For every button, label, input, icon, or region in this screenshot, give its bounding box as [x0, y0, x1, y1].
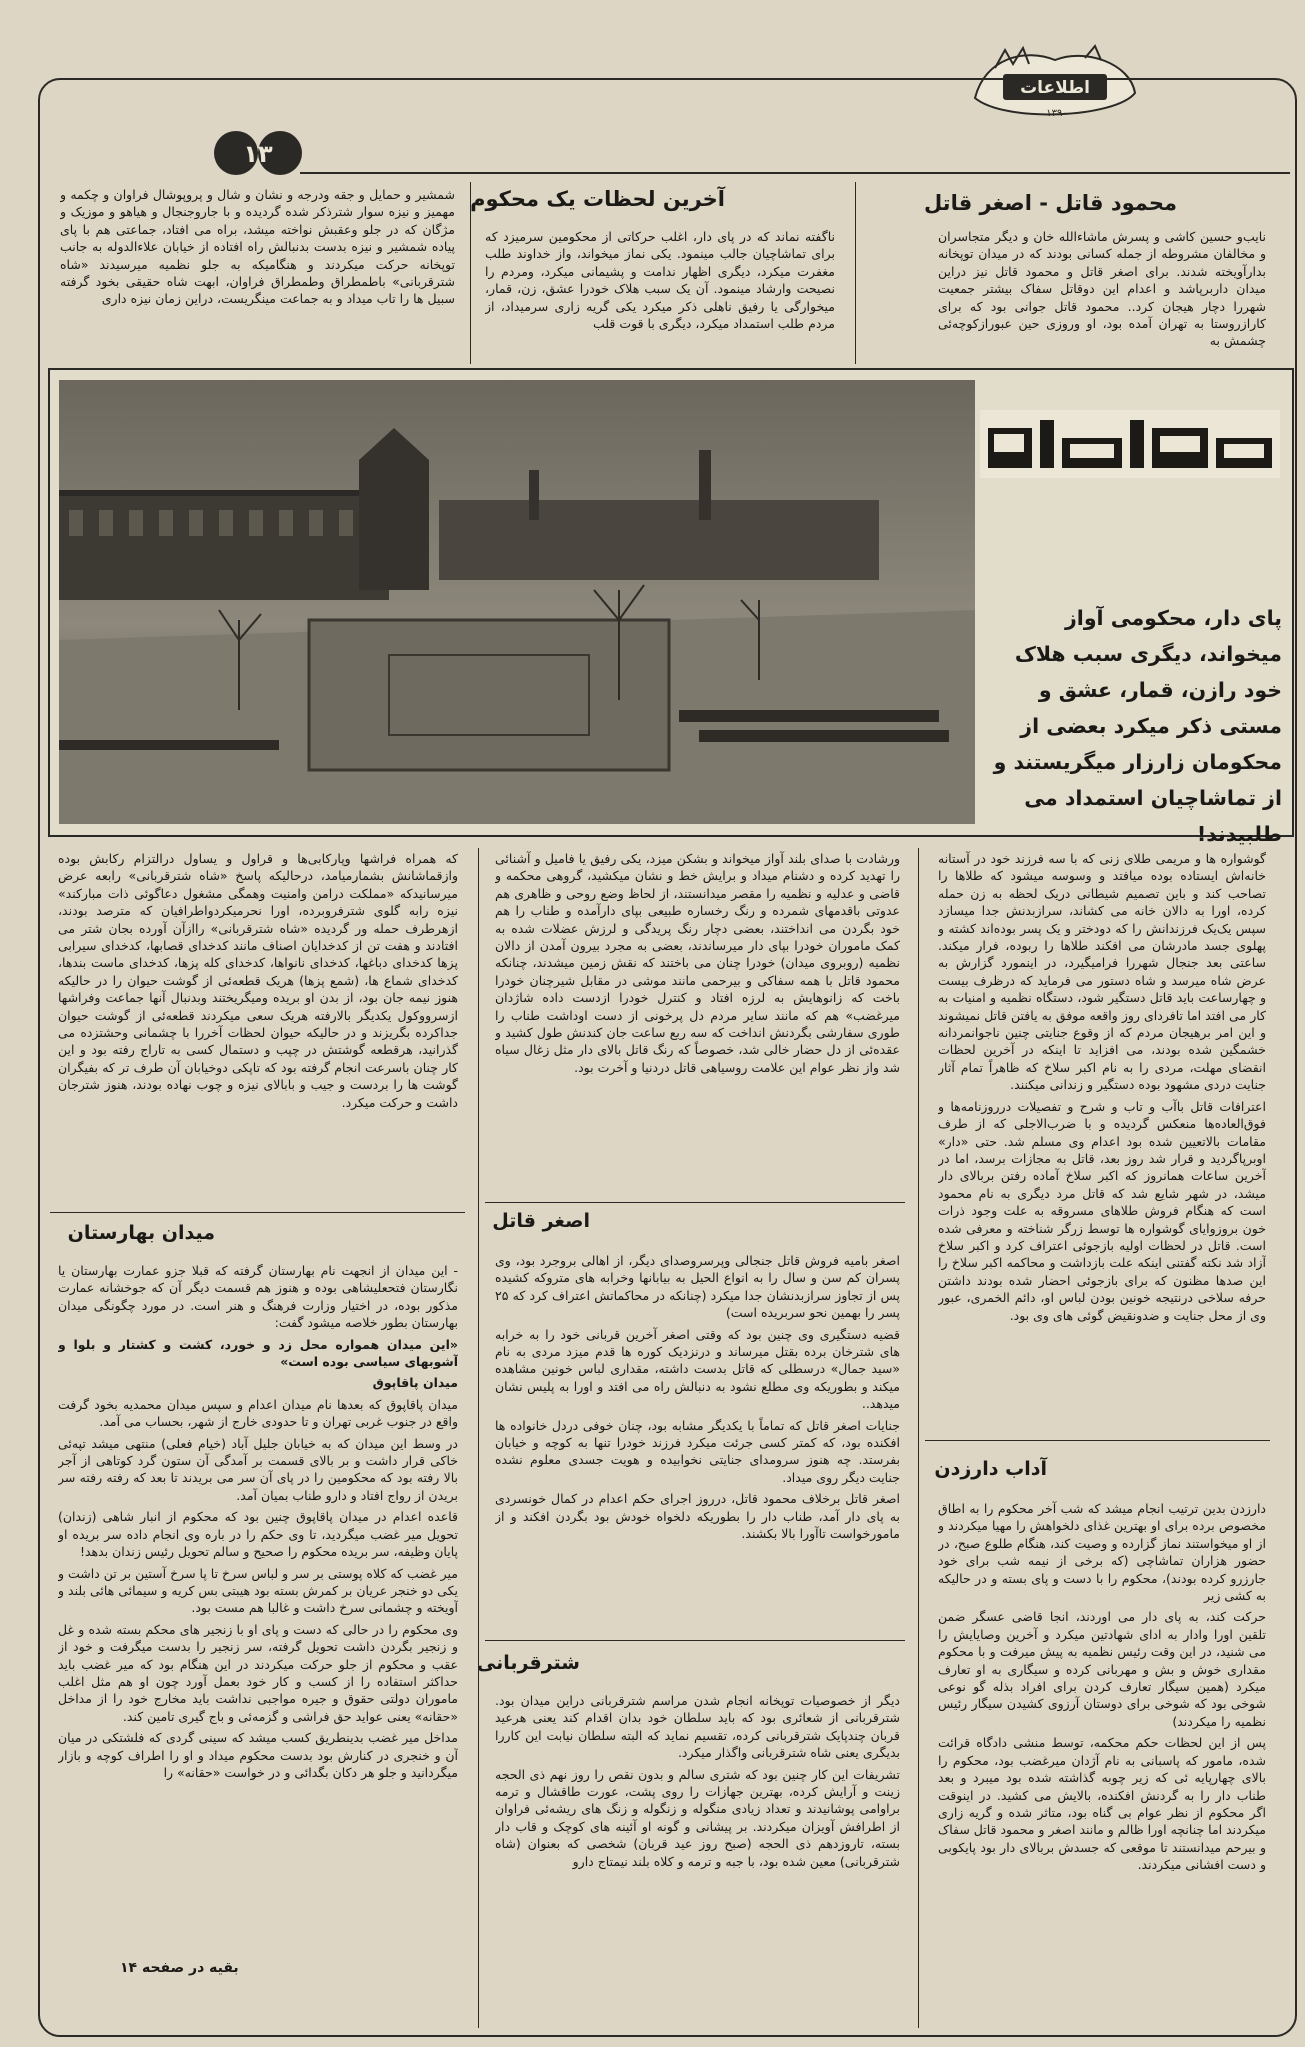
- heading-asghar-qatel: اصغر قاتل: [492, 1210, 590, 1232]
- paragraph: پس از این لحظات حکم محکمه، توسط منشی دادگاه قرائت شده، مامور که پاسبانی به نام آژدان میرغضب بود، محکوم را بالای چهارپایه ئی که زیر چوبه گذاشته شده بود میبرد و بعد طناب دار را به گردنش افکنده، بالایش می کشید. در اینوقت اگر محکوم از نظر عوام بی گناه بود، متاثر شده و گریه زاری میکردند اما چنانچه اورا ظالم و مانند اصغر و محمود قاتل سفاک و بیرحم میدانستند تا موقعی که جسدش بربالای دار بود پایکوبی و دست افشانی میکردند.: [938, 1735, 1266, 1873]
- paragraph: میر غضب که کلاه پوستی بر سر و لباس سرخ تا پا سرخ آستین بر تن داشت و یکی دو خنجر عریان بر کمرش بسته بود هیبتی بس کریه و سیمائی هائی بلند و آویخته و چشمانی سرخ داشت و غالبا هم مست بود.: [58, 1565, 458, 1616]
- page-number: ۱۳: [243, 140, 273, 168]
- logo-text: داستان تهران: [1127, 476, 1133, 477]
- paragraph: «این میدان همواره محل زد و خورد، کشت و کشتار و بلوا و آشوبهای سیاسی بوده است»: [58, 1336, 458, 1370]
- paragraph: تشریفات این کار چنین بود که شتری سالم و بدون نقص را روز نهم ذی الحجه زینت و آرایش کرده، بهترین جهازات را روی پشت، عورت طاقشال و ترمه براوامی پوشانیدند و تعداد زیادی منگوله و زنگوله و زنگ های ریشه‌ئی فراوان از اطرافش آویزان میکردند. بر پیشانی و گونه او آئینه های کوچک و قاب دار بسته، تاروزدهم ذی الحجه (صبح روز عید قربان) شخصی که بعنوان (شاه شترقربانی) معین شده بود، با جبه و ترمه و کلاه بلند نیمتاج دارو: [495, 1766, 900, 1869]
- section-rule: [50, 1212, 465, 1213]
- article-camel-sacrifice-body: که همراه فراشها وپارکابی‌ها و قراول و یساول درالتزام رکابش بوده وازقماشانش بشمارمیامد، درحالیکه پاسخ «شاه شترقربانی» رابعه عرض میرسانیدکه «مملکت درامن وامنیت وهمگی مشغول دعاگوئی ذات مبارکند» نیزه رابه گلوی شترفروبرده، اورا نحرمیکردواطرافیان که مترصد بودند، ازهرطرف حمله ور گردیده «شاه شترقربانی» راازآن آورده بجان شتر می افتادند و هفت تن از کدخدایان اصناف مانند کدخدای قصابها، کدخدای سیرابی پزها کدخدای دباغها، کدخدای نانواها، کدخدای کله پزها، کدخدای ماست بندها، کدخدای شماع ها، (شمع پزها) هریک قطعه‌ئی از گوشت حیوان را در حالیکه هنوز نیمه جان بود، از بدن او بریده ومیگریختند وبدنبال آنها جماعت وفراشها ازسرووکول یکدیگر بالارفته هریک سعی میکردند قطعه‌ئی از گوشت حیوان جداکرده بگریزند و در حالیکه حیوان لحظات آخررا با چشمانی وحشتزده می گذرانید، هرقطعه گوشتش در چپب و دستمال کسی به تاراج رفته بود و این کار چنان باسرعت انجام گرفته بود که تاپکی دوخیابان آن طرف تر که بفیگران گوشت ها را بردست و جیب و بابالای نیزه و چوب نهاده بودند، هنوز شترجان داشت و حرکت میکرد.: [58, 851, 458, 1110]
- paragraph: در وسط این میدان که به خیابان جلیل آباد (خیام فعلی) منتهی میشد تپه‌ئی خاکی قرار داشت و بر بالای قسمت بر آمدگی آن ستون گرد کوتاهی از آجر بالا رفته بود که محکومین را در پای آن سر می بریدند تا بعد که رفته رفته سر بریدن از رواج افتاد و دارو طناب بمیان آمد.: [58, 1435, 458, 1503]
- subheading-paqapuq: میدان پاقاپوق: [372, 1375, 458, 1391]
- continued-label: بقیه در صفحه: [141, 1960, 239, 1976]
- article-baharestan: [58, 1262, 458, 1952]
- article-camel-sacrifice-cont-top: شمشیر و حمایل و جقه ودرجه و نشان و شال و پروپوشال فراوان و چکمه و مهمیز و نیزه سوار شترذکر شده گردیده و با جاروجنجال و هیاهو و موزیک و مژگان که در جلو وعقبش نواخته میشد، براه می افتاد، جماعتی هم با پای پیاده شمشیر و نیزه بدست بدنبالش راه افتاده از خیابان علاءالدوله به جانب توپخانه حرکت میکردند و هنگامیکه به جلو نظمیه میرسیدند «شاه شترقربانی» باطمطراق وطمطراق فراوان، ابهت شاه حقیقی بخود گرفته سبیل ها را تاب میداد و به جماعت مینگریست، دراین زمان نیزه داری: [60, 187, 455, 307]
- paragraph: اصغر قاتل برخلاف محمود قاتل، درروز اجرای حکم اعدام در کمال خونسردی به پای دار آمد، طناب دار را بطوریکه دلخواه خودش بود بگردن افکند و از مامورخواست تاآورا بالا بکشند.: [495, 1491, 900, 1542]
- section-rule: [925, 1440, 1270, 1441]
- continued-page: ۱۴: [120, 1960, 138, 1976]
- page-number-badge: [208, 128, 308, 178]
- paragraph: مداخل میر غضب بدینطریق کسب میشد که سینی گردی که فلشتکی در میان آن و خنجری در کنارش بود بدست محکوم میداد و او را اطراف کوچه و بازار میگردانید و جلو هر دکان بگدائی و در خواست «حقانه» را: [58, 1730, 458, 1780]
- paragraph: اعترافات قاتل باآب و تاب و شرح و تفصیلات درروزنامه‌ها و فوق‌العاده‌ها منعکس گردیده و با ضرب‌الاجلی که از طرف مقامات بالاتعیین شده بود اعدام وی مسلم شد. حتی «دار» اوبرپاگردید و قرار شد روز بعد، قاتل به مجازات برسد، اما در آخرین ساعات همانروز که اکبر سلاخ آماده رفتن بربالای دار میشد، در شهر شایع شد که قاتل مرد دیگری به نام محمود است که هنگام فروش طلاهای مسروقه به علت وجود ذرات خون بروزوایای گوشواره ها توسط زرگر شناخته و معرفی شده است. قاتل در لحظات اولیه بازجوئی اعتراف کرد و اکبر سلاخ آزاد شد نکته گفتنی اینکه علت بازداشت و محاکمه اکبر سلاخ را این صدها مظنون که برای بازجوئی احضار شده بودند داشتن حرفه سلاخی درنتیجه خونین بودن لباس او، دائم الخمری، عبور وی از محل جنایت و ضدونقیض گوئی های وی بود.: [938, 1098, 1266, 1323]
- column-rule: [918, 848, 919, 2028]
- continued-note: [60, 1960, 239, 1976]
- heading-mahmoud-asghar: محمود قاتل - اصغر قاتل: [923, 191, 1177, 215]
- article-asghar-qatel: [495, 1252, 900, 1632]
- section-rule: [485, 1202, 905, 1203]
- article-last-moments-body: ورشادت با صدای بلند آواز میخواند و بشکن میزد، یکی رفیق یا فامیل و آشنائی را تهدید کرده و دشنام میداد و برایش خط و نشان میکشید، گروهی محکمه و قاضی و عدلیه و نظمیه را مقصر میدانستند، از لحاظ وضع روحی و ظاهری هم عدوتی باقدمهای شمرده و رنگ رخساره طبیعی بپای دارآمده و طناب را هم خود بگردن می انداختند، بعضی دچار رنگ پریدگی و لرزش عضلات شده به کمک ماموران خودرا بپای دار میرساندند، بعضی به مجرد بیرون آمدن از دالان نظمیه (روبروی میدان) خودرا چنان می باختند که نقش زمین میشدند، چنانکه محمود قاتل با همه سفاکی و بیرحمی مانند موشی در مقابل شیرچنان خودرا باخت که زانوهایش به لرزه افتاد و کنترل خودرا ازدست داده شاژدان میرغضب» هم که مانند سایر مردم دل پرخونی از دست اوداشت طناب را طوری سفارشی بگردنش انداخت که سه ربع ساعت جان کندنش طول کشید و عقده‌ئی از دل حضار خالی شد، خصوصاً که رنگ قاتل بالای دار مثل زغال سیاه شد واز نظر عوام این علامت روسیاهی قاتل دردنیا و آخرت بود.: [495, 851, 900, 1075]
- paragraph: میدان پاقاپوق که بعدها نام میدان اعدام و سپس میدان محمدیه بخود گرفت واقع در جنوب غربی تهران و تا حدودی خارج از شهر، بحساب می آمد.: [58, 1396, 458, 1430]
- paragraph: گوشواره ها و مریمی طلای زنی که با سه فرزند خود در آستانه خانه‌اش ایستاده بوده میافتد و وسوسه میشود که طلاها را تصاحب کند و باین تصمیم شیطانی دریک لحظه به زن حمله کرده، اورا به دالان خانه می کشاند، سرازبدنش جدا میسازد سپس یک‌یک فرزندانش را که دودختر و یک پسر بوده‌اند کشته و پهلوی جسد مادرشان می افکند طلاها را ربوده، فرار میکند. ساعتی بعد جنجال شهررا فرامیگیرد، در اینمورد گزارش به عرض شاه میرسد و شاه دستور می فرماید که درظرف بیست و چهارساعت باید قاتل دستگیر شود، دستگاه نظمیه و امنیات به کار می افتد اما تافردای روز واقعه موفق به یافتن قاتل نمیشوند و این امر برهیجان مردم که از وقوع جنایتی چنین ناجوانمردانه خشمگین شده بودند، می افزاید تا اینکه در آخرین لحظات انقضای مهلت، مردی را به نام اکبر سلاخ که ظاهراً تمام آثار جنایت دردی مشهود بوده دستگیر و زندانی میکنند.: [938, 851, 1266, 1093]
- paragraph: اصغر بامیه فروش قاتل جنجالی وپرسروصدای دیگر، از اهالی بروجرد بود، وی پسران کم سن و سال را به انواع الحیل به بیابانها وخرابه های متروکه کشیده پس از تجاوز سرازبدنشان جدا میکرد (چنانکه در محاکماتش اعتراف کرد که ۲۵ پسر را بهمین نحو سربریده است): [495, 1253, 900, 1321]
- article-mahmoud-body: [938, 850, 1266, 1430]
- heading-shotor-qorbani: شترقربانی: [476, 1652, 580, 1674]
- section-rule: [485, 1640, 905, 1641]
- masthead-title: اطلاعات: [1020, 78, 1090, 98]
- paragraph: - این میدان از انجهت نام بهارستان گرفته که قبلا جزو عمارت بهارستان یا نگارستان فتحعلیشاهی بوده و هنوز هم قسمت دیگر آن که جوخشانه عمارت مذکور بوده، در اختیار وزارت فرهنگ و هنر است. در مورد چگونگی میدان بهارستان بطور خلاصه میشود گفت:: [58, 1263, 458, 1331]
- paragraph: دیگر از خصوصیات توپخانه انجام شدن مراسم شترقربانی دراین میدان بود. شترقربانی از شعائری بود که باید سلطان خود بدان اقدام کند یعنی هرعید قربان چندپایک شترقربانی کرده، تقسیم نماید که البته سلطان نیابت این کاررا بدیگری یعنی شاه شترقربانی واگذار میکرد.: [495, 1693, 900, 1761]
- tupkhaneh-square-photo: [59, 380, 975, 824]
- paragraph: قاعده اعدام در میدان پاقاپوق چنین بود که محکوم از انبار شاهی (زندان) تحویل میر غضب میگردید، تا وی حکم را در باره وی انجام داده سر بریده او پایان وظیفه، سر بریده محکوم را صحیح و سالم تحویل رئیس زندان بدهد!: [58, 1509, 458, 1560]
- paragraph: جنایات اصغر قاتل که تماماً با یکدیگر مشابه بود، چنان خوفی دردل خانواده ها افکنده بود، که کمتر کسی جرئت میکرد فرزند خودرا تنها به کوچه و خیابان بفرستد. چه هنوز سرومدای جنایتی نخوابیده و هویت جسدی معلوم نشده جنایت دیگر روی میداد.: [495, 1417, 900, 1485]
- pull-quote: پای دار، محکومی آواز میخواند، دیگری سبب هلاک خود رازن، قمار، عشق و مستی ذکر میکرد بعضی از محکومان زارزار میگریستند و از تماشاچیان استمداد می طلبیدند!: [993, 606, 1282, 846]
- paragraph: دارزدن بدین ترتیب انجام میشد که شب آخر محکوم را به اطاق مخصوص برده برای او بهترین غذای دلخواهش را مهیا میکردند و از او میخواستند نماز گزارده و وصیت کند، هنگام طلوع صبح، در حضور هزاران تماشاچی (که برخی از نیمه شب برای خود جارزرو کرده بودند)، محکوم را با دست و پای بسته و در حالیکه به کشی زیر: [938, 1501, 1266, 1604]
- dastan-tehran-logo: [980, 410, 1280, 478]
- column-rule: [478, 848, 479, 2028]
- top-rule: [300, 172, 1290, 174]
- article-last-moments-intro: ناگفته نماند که در پای دار، اغلب حرکاتی از محکومین سرمیزد که برای تماشاچیان جالب مینمود. یکی نماز میخواند، واز خداوند طلب مغفرت میکرد، دیگری اظهار ندامت و پشیمانی میکرد، ومردم را نصیحت وارشاد مینمود. آن یک سبب هلاک خودرا عشق، زن، قمار، میخوارگی یا رفیق ناهلی ذکر میکرد یکی گریه زاری سرمیداد، از مردم طلب استمداد میکرد، دیگری با قوت قلب: [485, 229, 835, 332]
- paragraph: وی محکوم را در حالی که دست و پای او با زنجیر های محکم بسته شده و غل و زنجیر بگردن داشت تحویل گرفته، سر زنجیر را بدست میگرفت و خود از عقب و محکوم از جلو حرکت میکردند در این هنگام بود که میر غضب باید حداکثر استفاده را از کسب و کار خود بعمل آورد چون او هم مثل اغلب ماموران دولتی حقوق و جیره مواجبی نداشت باید مخارج خود را از مداخل «حقانه» یعنی عواید حق فراشی و گزمه‌ئی و باج گیری تامین کند.: [58, 1621, 458, 1724]
- heading-adab-darzadan: آداب دارزدن: [934, 1458, 1047, 1480]
- paragraph: قضیه دستگیری وی چنین بود که وقتی اصغر آخرین قربانی خود را به خرابه های شترخان برده بقتل میرساند و درنزدیک کوره ها قدم میزد مردی به نام «سید جمال» درسطلی که قاتل بدست داشته، مقداری لباس خونین مشاهده میکند و بطوریکه وی مطلع نشود به دنبالش راه می افتد و اورا به پلیس نشان میدهد..: [495, 1326, 900, 1412]
- masthead-issue: ۱۳۹۰: [1046, 108, 1068, 119]
- article-shotor-qorbani: [495, 1692, 900, 2012]
- heading-baharestan: میدان بهارستان: [67, 1222, 215, 1244]
- column-rule: [470, 182, 471, 364]
- heading-last-moments: آخرین لحظات یک محکوم: [470, 187, 725, 211]
- paragraph: حرکت کند، به پای دار می اوردند، انجا قاضی عسگر ضمن تلقین اورا وادار به ادای شهادتین میکرد و آخرین وصایایش را می شنید، در این وقت رئیس نظمیه به پیش میرفت و با محکوم مقداری خوش و بش و مهربانی کرده و سیگاری به او تعارف میکرد (همین سیگار تعارف کردن برای افراد بذله گو نوعی شوخی بود که شوخی برای دوستان آرزوی کشیدن سیگار رئیس نظمیه را میکردند): [938, 1609, 1266, 1729]
- article-mahmoud-intro: نایب‌و حسین کاشی و پسرش ماشاءالله خان و دیگر متجاسران و مخالفان مشروطه از جمله کسانی بودند که در میدان توپخانه بدارآویخته شدند. برای اصغر قاتل و محمود قاتل نیز دراین میدان داربرپاشد و اعدام این دوقاتل سفاک بیشتر جمعیت شهررا دچار هیجان کرد.. محمود قاتل جوانی بود که برای کارازروستا به تهران آمده بود، او وروزی حین عبورازکوچه‌ئی چشمش به: [938, 229, 1266, 349]
- article-adab-darzadan: [938, 1500, 1266, 2012]
- column-rule: [855, 182, 856, 364]
